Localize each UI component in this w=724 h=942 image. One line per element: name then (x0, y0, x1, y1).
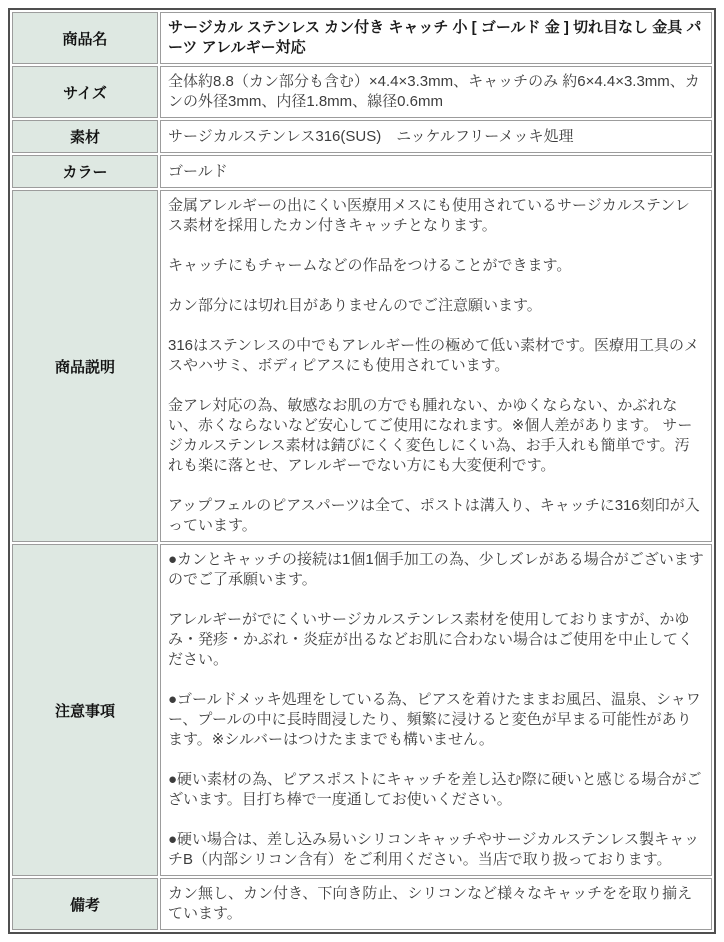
row-label: 商品名 (12, 12, 158, 64)
paragraph: ●硬い場合は、差し込み易いシリコンキャッチやサージカルステンレス製キャッチB（内部シリコン含有）をご利用ください。当店で取り扱っております。 (168, 831, 700, 868)
row-label: 素材 (12, 120, 158, 153)
row-label: サイズ (12, 66, 158, 118)
paragraph: サージカルステンレス316(SUS) ニッケルフリーメッキ処理 (168, 127, 574, 145)
row-content (160, 190, 712, 542)
paragraph: アレルギーがでにくいサージカルステンレス素材を使用しておりますが、かゆみ・発疹・かぶれ・炎症が出るなどお肌に合わない場合はご使用を中止してください。 (168, 611, 694, 668)
paragraph: 全体約8.8（カン部分も含む）×4.4×3.3mm、キャッチのみ 約6×4.4×3.3mm、カンの外径3mm、内径1.8mm、線径0.6mm (168, 73, 700, 110)
paragraph: ゴールド (168, 162, 228, 180)
row-content (160, 544, 712, 876)
row-label: 備考 (12, 878, 158, 930)
paragraph: アップフェルのピアスパーツは全て、ポストは溝入り、キャッチに316刻印が入っています。 (168, 497, 700, 534)
table-row (12, 12, 712, 64)
row-content (160, 878, 712, 930)
row-content (160, 66, 712, 118)
table-row (12, 120, 712, 153)
row-label: 商品説明 (12, 190, 158, 542)
row-content (160, 120, 712, 153)
paragraph: 316はステンレスの中でもアレルギー性の極めて低い素材です。医療用工具のメスやハサミ、ボディピアスにも使用されています。 (168, 337, 699, 374)
paragraph: カン無し、カン付き、下向き防止、シリコンなど様々なキャッチをを取り揃えています。 (168, 885, 693, 922)
table-row (12, 190, 712, 542)
product-spec-table (8, 8, 716, 934)
paragraph: 金アレ対応の為、敏感なお肌の方でも腫れない、かゆくならない、かぶれない、赤くならないなど安心してご使用になれます。※個人差があります。 サージカルステンレス素材は錆びにくく変色しにくい為、お手入れも簡単です。汚れも楽に落とせ、アレルギーでない方にも大変便利です。 (168, 397, 693, 474)
paragraph: ●硬い素材の為、ピアスポストにキャッチを差し込む際に硬いと感じる場合がございます。目打ち棒で一度通してお使いください。 (168, 771, 702, 808)
paragraph: サージカル ステンレス カン付き キャッチ 小 [ ゴールド 金 ] 切れ目なし 金具 パーツ アレルギー対応 (168, 19, 702, 56)
paragraph: カン部分には切れ目がありませんのでご注意願います。 (168, 297, 542, 314)
table-row (12, 544, 712, 876)
row-content (160, 155, 712, 188)
table-row (12, 155, 712, 188)
paragraph: キャッチにもチャームなどの作品をつけることができます。 (168, 257, 572, 274)
paragraph: ●ゴールドメッキ処理をしている為、ピアスを着けたままお風呂、温泉、シャワー、プールの中に長時間浸したり、頻繁に浸けると変色が早まる可能性があります。※シルバーはつけたままでも構いません。 (168, 691, 701, 748)
table-row (12, 66, 712, 118)
row-content (160, 12, 712, 64)
paragraph: 金属アレルギーの出にくい医療用メスにも使用されているサージカルステンレス素材を採用したカン付きキャッチとなります。 (168, 197, 690, 234)
row-label: カラー (12, 155, 158, 188)
paragraph: ●カンとキャッチの接続は1個1個手加工の為、少しズレがある場合がございますのでご了承願います。 (168, 551, 704, 588)
table-row (12, 878, 712, 930)
row-label: 注意事項 (12, 544, 158, 876)
